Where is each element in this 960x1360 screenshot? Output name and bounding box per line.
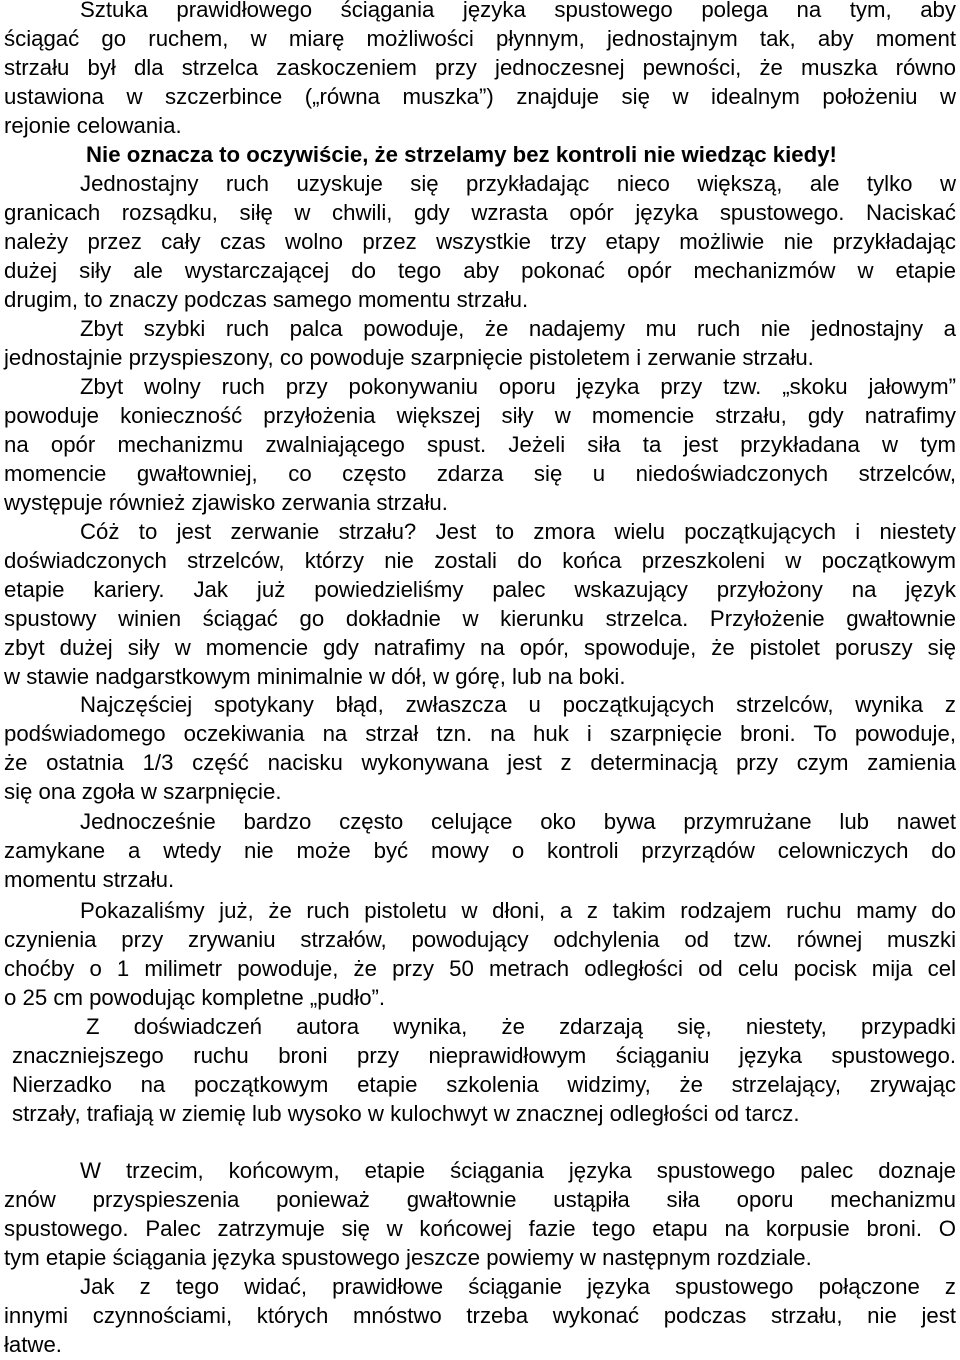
text-line: Jednostajny ruch uzyskuje się przykładając nieco większą, ale tylko w bbox=[80, 171, 956, 196]
paragraph-12 bbox=[4, 1273, 956, 1360]
text-line: ściągać go ruchem, w miarę możliwości płynnym, jednostajnym tak, aby moment bbox=[4, 25, 956, 51]
text-line: drugim, to znaczy podczas samego momentu strzału. bbox=[4, 286, 529, 312]
text-line: zbyt dużej siły w momencie gdy natrafimy na opór, spowoduje, że pistolet poruszy się bbox=[4, 634, 956, 660]
text-line: momentu strzału. bbox=[4, 866, 175, 892]
text-line: etapie kariery. Jak już powiedzieliśmy palec wskazujący przyłożony na język bbox=[4, 576, 956, 602]
text-line: na opór mechanizmu zwalniającego spust. Jeżeli siła ta jest przykładana w tym bbox=[4, 431, 956, 457]
text-line: Sztuka prawidłowego ściągania języka spustowego polega na tym, aby bbox=[80, 0, 956, 22]
text-line: w stawie nadgarstkowym minimalnie w dół, w górę, lub na boki. bbox=[4, 663, 626, 689]
text-line: Najczęściej spotykany błąd, zwłaszcza u początkujących strzelców, wynika z bbox=[80, 692, 956, 717]
text-line: momencie gwałtowniej, co często zdarza się u niedoświadczonych strzelców, bbox=[4, 460, 956, 486]
text-line: spustowy winien ściągać go dokładnie w kierunku strzelca. Przyłożenie gwałtownie bbox=[4, 605, 956, 631]
text-line: Zbyt szybki ruch palca powoduje, że nadajemy mu ruch nie jednostajny a bbox=[80, 316, 956, 341]
text-line: Jak z tego widać, prawidłowe ściąganie języka spustowego połączone z bbox=[80, 1274, 956, 1299]
paragraph-1 bbox=[4, 0, 956, 141]
paragraph-4 bbox=[4, 315, 956, 373]
paragraph-9 bbox=[4, 897, 956, 1013]
paragraph-3 bbox=[4, 170, 956, 315]
paragraph-8 bbox=[4, 808, 956, 895]
text-line: zamykane a wtedy nie może być mowy o kontroli przyrządów celowniczych do bbox=[4, 837, 956, 863]
paragraph-6 bbox=[4, 518, 956, 691]
text-line: czynienia przy zrywaniu strzałów, powodujący odchylenia od tzw. równej muszki bbox=[4, 926, 956, 952]
text-line: znów przyspieszenia ponieważ gwałtownie ustąpiła siła oporu mechanizmu bbox=[4, 1186, 956, 1212]
paragraph-10 bbox=[12, 1013, 956, 1129]
text-line: Cóż to jest zerwanie strzału? Jest to zmora wielu początkujących i niestety bbox=[80, 519, 956, 544]
text-line: choćby o 1 milimetr powoduje, że przy 50 metrach odległości od celu pocisk mija cel bbox=[4, 955, 956, 981]
text-line: Zbyt wolny ruch przy pokonywaniu oporu języka przy tzw. „skoku jałowym” bbox=[80, 374, 956, 399]
text-line: występuje również zjawisko zerwania strzału. bbox=[4, 489, 448, 515]
text-line: W trzecim, końcowym, etapie ściągania języka spustowego palec doznaje bbox=[80, 1158, 956, 1183]
text-line: powoduje konieczność przyłożenia większej siły w momencie strzału, gdy natrafimy bbox=[4, 402, 956, 428]
text-line: strzału był dla strzelca zaskoczeniem przy jednoczesnej pewności, że muszka równo bbox=[4, 54, 956, 80]
text-line: znaczniejszego ruchu broni przy nieprawidłowym ściąganiu języka spustowego. bbox=[12, 1042, 956, 1068]
paragraph-2-bold-emphasis bbox=[86, 141, 956, 170]
text-line: łatwe. bbox=[4, 1331, 62, 1357]
text-line: Jednocześnie bardzo często celujące oko bywa przymrużane lub nawet bbox=[80, 809, 956, 834]
text-line: strzały, trafiają w ziemię lub wysoko w kulochwyt w znacznej odległości od tarcz. bbox=[12, 1100, 800, 1126]
text-line: należy przez cały czas wolno przez wszystkie trzy etapy możliwie nie przykładając bbox=[4, 228, 956, 254]
text-line: Nie oznacza to oczywiście, że strzelamy bez kontroli nie wiedząc kiedy! bbox=[86, 142, 837, 167]
text-line: innymi czynnościami, których mnóstwo trzeba wykonać podczas strzału, nie jest bbox=[4, 1302, 956, 1328]
text-line: się ona zgoła w szarpnięcie. bbox=[4, 778, 282, 804]
paragraph-7 bbox=[4, 691, 956, 807]
text-line: dużej siły ale wystarczającej do tego aby pokonać opór mechanizmów w etapie bbox=[4, 257, 956, 283]
paragraph-11 bbox=[4, 1157, 956, 1273]
text-line: granicach rozsądku, siłę w chwili, gdy wzrasta opór języka spustowego. Naciskać bbox=[4, 199, 956, 225]
text-line: podświadomego oczekiwania na strzał tzn. na huk i szarpnięcie broni. To powoduje, bbox=[4, 720, 956, 746]
text-line: Z doświadczeń autora wynika, że zdarzają się, niestety, przypadki bbox=[86, 1014, 956, 1039]
text-line: o 25 cm powodując kompletne „pudło”. bbox=[4, 984, 386, 1010]
text-line: doświadczonych strzelców, którzy nie zostali do końca przeszkoleni w początkowym bbox=[4, 547, 956, 573]
text-line: Pokazaliśmy już, że ruch pistoletu w dłoni, a z takim rodzajem ruchu mamy do bbox=[80, 898, 956, 923]
text-line: rejonie celowania. bbox=[4, 112, 182, 138]
paragraph-5 bbox=[4, 373, 956, 518]
text-line: tym etapie ściągania języka spustowego jeszcze powiemy w następnym rozdziale. bbox=[4, 1244, 812, 1270]
text-line: że ostatnia 1/3 część nacisku wykonywana jest z determinacją przy czym zamienia bbox=[4, 749, 956, 775]
text-line: Nierzadko na początkowym etapie szkolenia widzimy, że strzelający, zrywając bbox=[12, 1071, 956, 1097]
text-line: jednostajnie przyspieszony, co powoduje szarpnięcie pistoletem i zerwanie strzału. bbox=[4, 344, 814, 370]
text-line: spustowego. Palec zatrzymuje się w końcowej fazie tego etapu na korpusie broni. O bbox=[4, 1215, 956, 1241]
text-line: ustawiona w szczerbince („równa muszka”) znajduje się w idealnym położeniu w bbox=[4, 83, 956, 109]
